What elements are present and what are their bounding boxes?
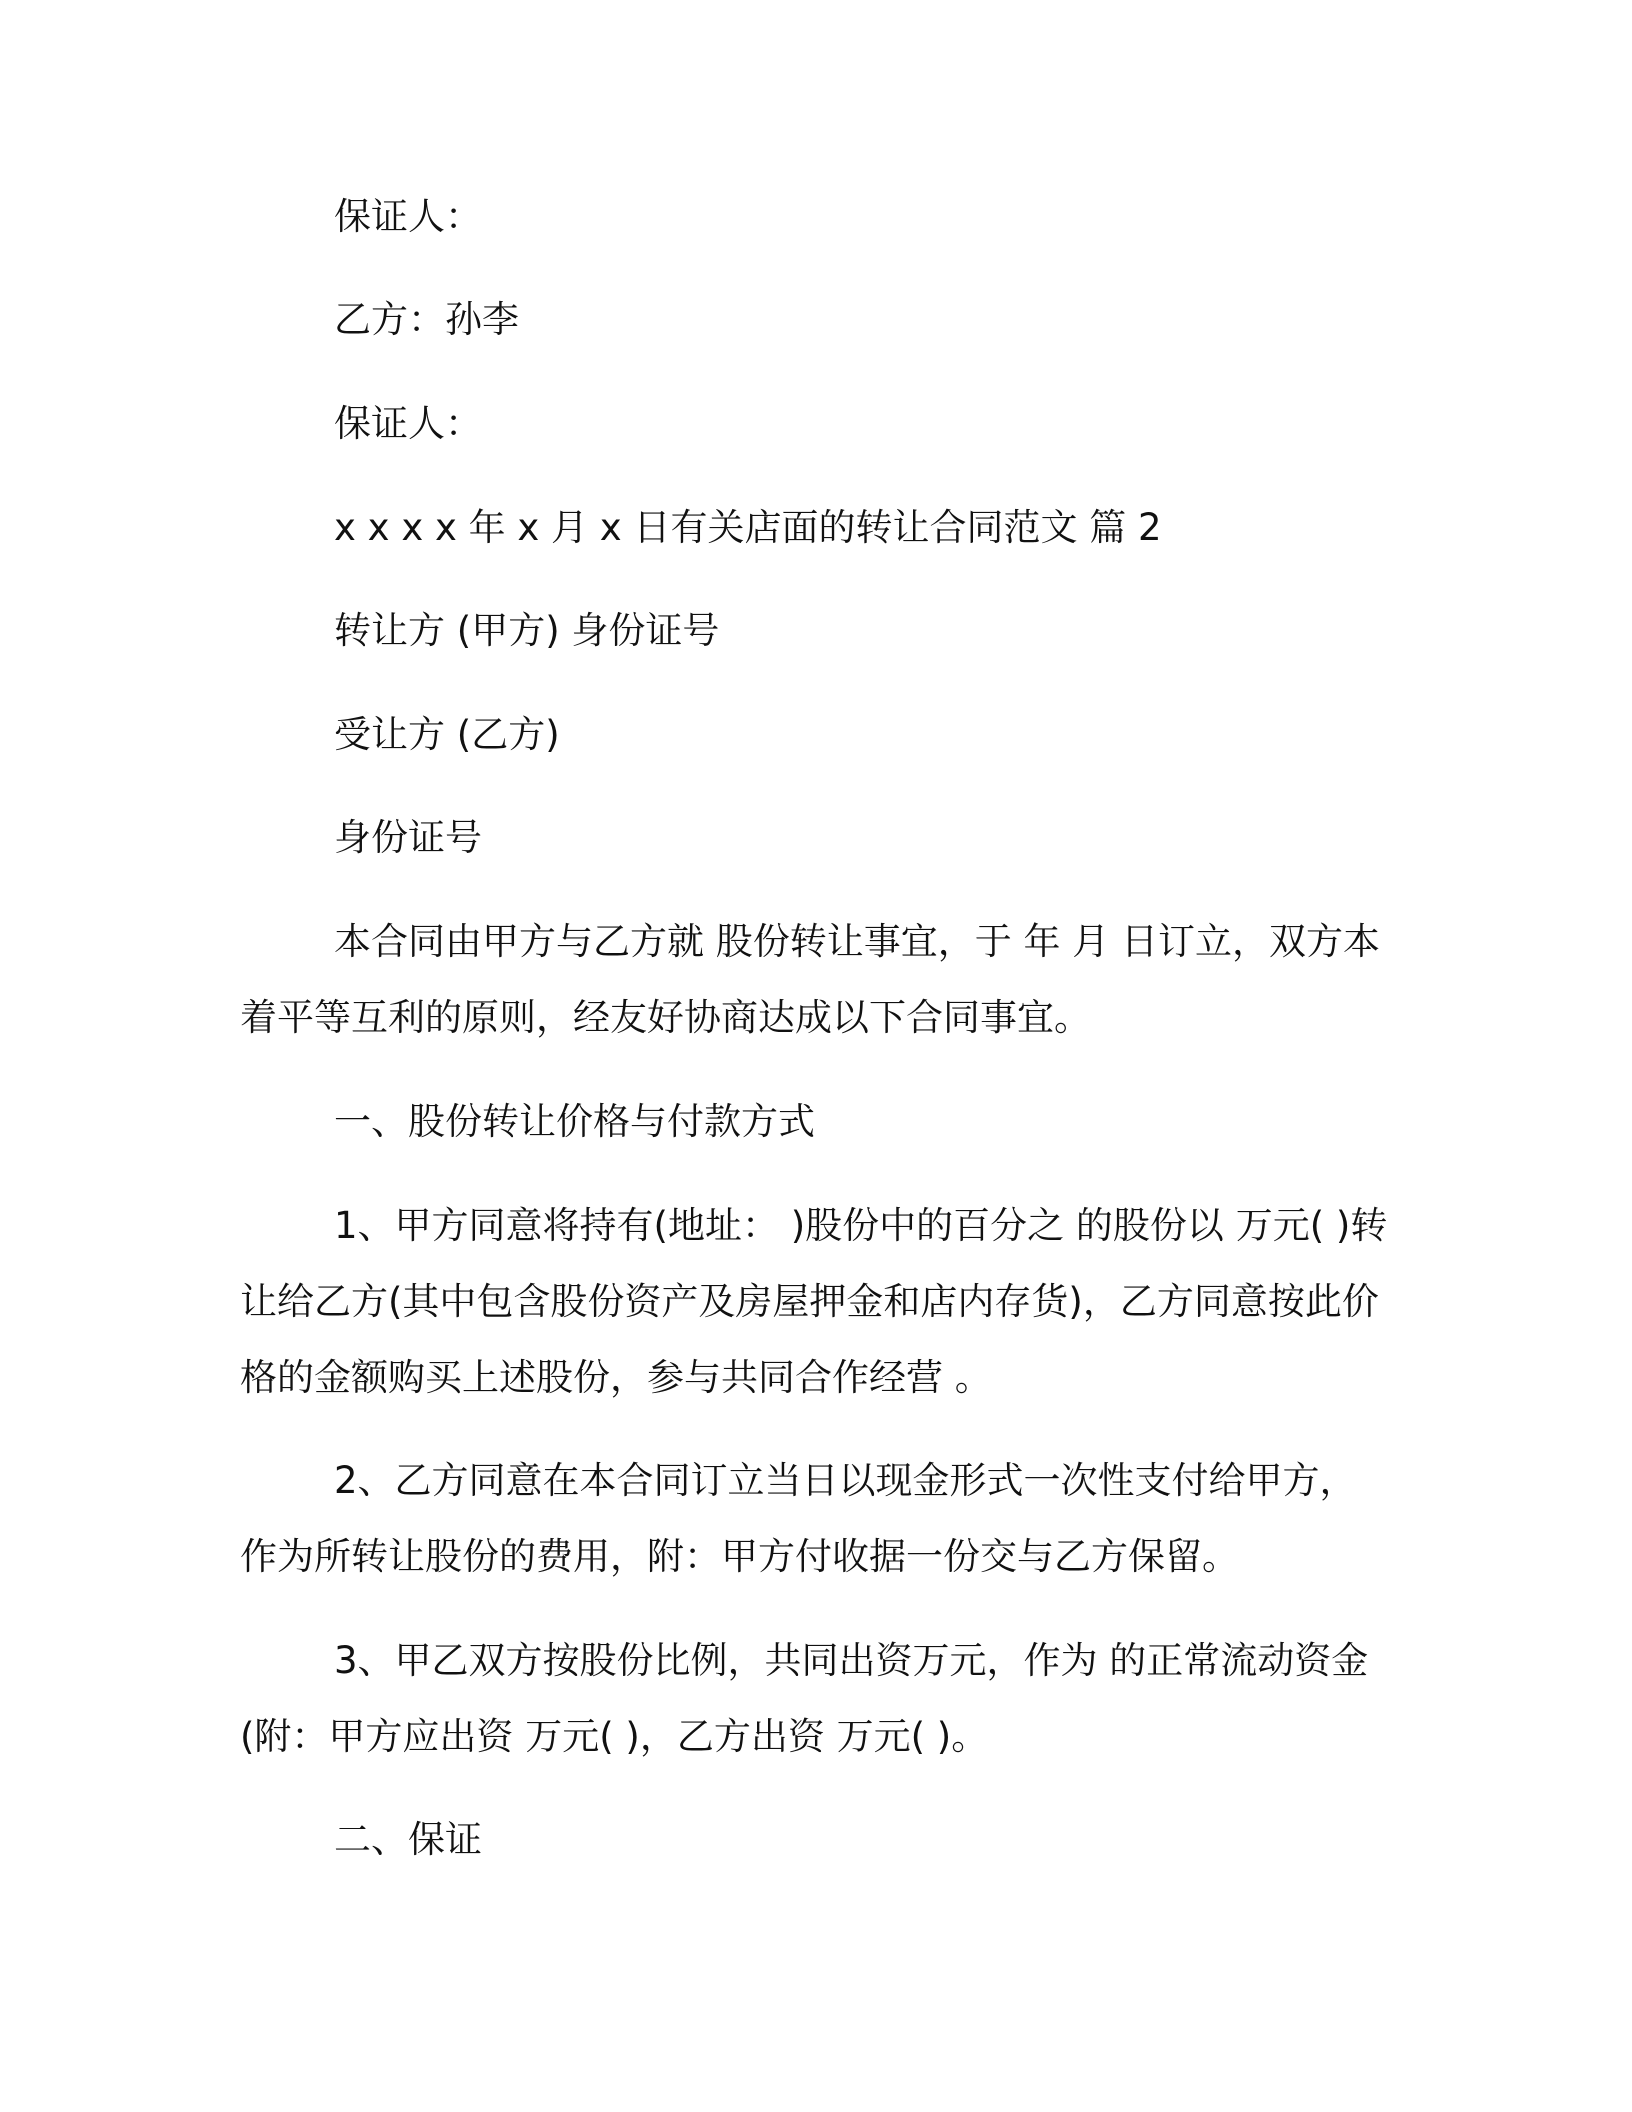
section-2-heading: 二、保证 [334,1818,482,1861]
clause-1-line-2: 让给乙方(其中包含股份资产及房屋押金和店内存货)，乙方同意按此价 [240,1280,1379,1323]
transferor-line: 转让方 (甲方) 身份证号 [334,609,720,652]
section-1-heading: 一、股份转让价格与付款方式 [334,1100,815,1143]
guarantor-line-1: 保证人： [334,195,482,238]
intro-paragraph-line-2: 着平等互利的原则，经友好协商达成以下合同事宜。 [240,996,1091,1039]
clause-2-line-2: 作为所转让股份的费用，附：甲方付收据一份交与乙方保留。 [240,1535,1239,1578]
clause-3-line-1: 3、甲乙双方按股份比例，共同出资万元，作为 的正常流动资金 [334,1639,1369,1682]
intro-paragraph-line-1: 本合同由甲方与乙方就 股份转让事宜，于 年 月 日订立，双方本 [334,920,1381,963]
party-b-line: 乙方：孙李 [334,298,519,341]
clause-2-line-1: 2、乙方同意在本合同订立当日以现金形式一次性支付给甲方， [334,1459,1357,1502]
clause-1-line-3: 格的金额购买上述股份，参与共同合作经营 。 [240,1356,992,1399]
contract-title-line: x x x x 年 x 月 x 日有关店面的转让合同范文 篇 2 [334,506,1162,549]
clause-1-line-1: 1、甲方同意将持有(地址： )股份中的百分之 的股份以 万元( )转 [334,1204,1388,1247]
guarantor-line-2: 保证人： [334,402,482,445]
transferee-line: 受让方 (乙方) [334,713,560,756]
id-number-line: 身份证号 [334,816,482,859]
clause-3-line-2: (附：甲方应出资 万元( )，乙方出资 万元( )。 [240,1715,989,1758]
